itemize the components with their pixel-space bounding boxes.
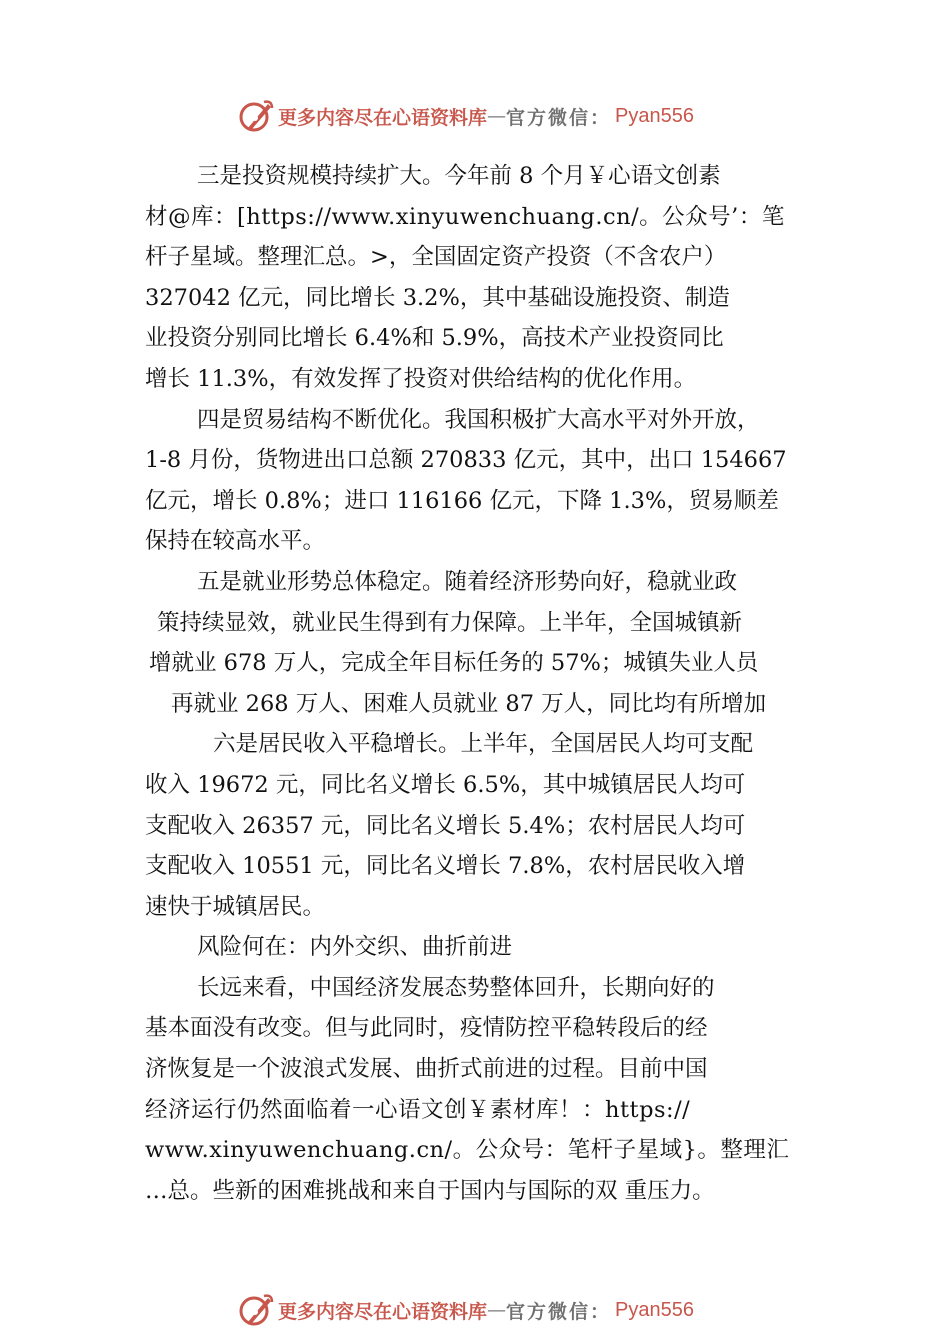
banner-dash: — bbox=[487, 1299, 507, 1321]
text-line: 六是居民收入平稳增长。上半年，全国居民人均可支配 bbox=[213, 731, 754, 758]
paragraph-employment bbox=[145, 562, 815, 724]
text-line: 杆子星域。整理汇总。>，全国固定资产投资（不含农户） bbox=[145, 244, 727, 271]
quill-logo-icon bbox=[238, 98, 274, 134]
text-line: 长远来看，中国经济发展态势整体回升，长期向好的 bbox=[197, 974, 715, 1001]
text-line: 材@库：[https://www.xinyuwenchuang.cn/。公众号’：笔 bbox=[145, 203, 785, 230]
text-line: 五是就业形势总体稳定。随着经济形势向好，稳就业政 bbox=[197, 568, 738, 595]
text-line: 经济运行仍然面临着一心语文创￥素材库！：https:// bbox=[145, 1096, 691, 1123]
text-line: 增长 11.3%，有效发挥了投资对供给结构的优化作用。 bbox=[145, 365, 697, 392]
text-line: 济恢复是一个波浪式发展、曲折式前进的过程。目前中国 bbox=[145, 1056, 708, 1083]
wechat-id: Pyan556 bbox=[615, 1298, 694, 1321]
article-body bbox=[145, 156, 815, 1211]
paragraph-trade bbox=[145, 400, 815, 562]
wechat-label: 官方微信： bbox=[506, 1300, 612, 1323]
text-line: 支配收入 10551 元，同比名义增长 7.8%，农村居民收入增 bbox=[145, 853, 746, 880]
text-line: 亿元，增长 0.8%；进口 116166 亿元，下降 1.3%，贸易顺差 bbox=[145, 487, 779, 514]
text-line: 增就业 678 万人，完成全年目标任务的 57%；城镇失业人员 bbox=[149, 650, 759, 677]
text-line: 327042 亿元，同比增长 3.2%，其中基础设施投资、制造 bbox=[145, 284, 730, 311]
text-line: 保持在较高水平。 bbox=[145, 528, 326, 555]
quill-logo-icon bbox=[238, 1292, 274, 1328]
text-line: 业投资分别同比增长 6.4%和 5.9%，高技术产业投资同比 bbox=[145, 325, 724, 352]
text-line: 基本面没有改变。但与此同时，疫情防控平稳转段后的经 bbox=[145, 1015, 708, 1042]
paragraph-risk bbox=[145, 968, 815, 1212]
text-line: 收入 19672 元，同比名义增长 6.5%，其中城镇居民人均可 bbox=[145, 771, 746, 798]
paragraph-income bbox=[145, 724, 815, 927]
banner-dash: — bbox=[487, 105, 507, 127]
brand-text: 更多内容尽在心语资料库 bbox=[278, 106, 488, 129]
paragraph-investment bbox=[145, 156, 815, 400]
text-line: 三是投资规模持续扩大。今年前 8 个月￥心语文创素 bbox=[197, 163, 721, 189]
text-line: 策持续显效，就业民生得到有力保障。上半年，全国城镇新 bbox=[157, 609, 743, 636]
section-heading-text: 风险何在：内外交织、曲折前进 bbox=[197, 934, 513, 961]
header-watermark bbox=[0, 96, 950, 136]
text-line: www.xinyuwenchuang.cn/。公众号：笔杆子星域}。整理汇 bbox=[145, 1137, 790, 1164]
wechat-id: Pyan556 bbox=[615, 104, 694, 127]
footer-watermark bbox=[0, 1290, 950, 1330]
text-line: …总。些新的困难挑战和来自于国内与国际的双 重压力。 bbox=[145, 1177, 715, 1204]
text-line: 速快于城镇居民。 bbox=[145, 893, 326, 920]
brand-text: 更多内容尽在心语资料库 bbox=[278, 1300, 488, 1323]
text-line: 1-8 月份，货物进出口总额 270833 亿元，其中，出口 154667 bbox=[145, 447, 787, 474]
text-line: 再就业 268 万人、困难人员就业 87 万人，同比均有所增加 bbox=[171, 690, 767, 717]
section-heading bbox=[145, 927, 815, 968]
text-line: 四是贸易结构不断优化。我国积极扩大高水平对外开放， bbox=[197, 406, 760, 433]
wechat-label: 官方微信： bbox=[506, 106, 612, 129]
text-line: 支配收入 26357 元，同比名义增长 5.4%；农村居民人均可 bbox=[145, 812, 746, 839]
